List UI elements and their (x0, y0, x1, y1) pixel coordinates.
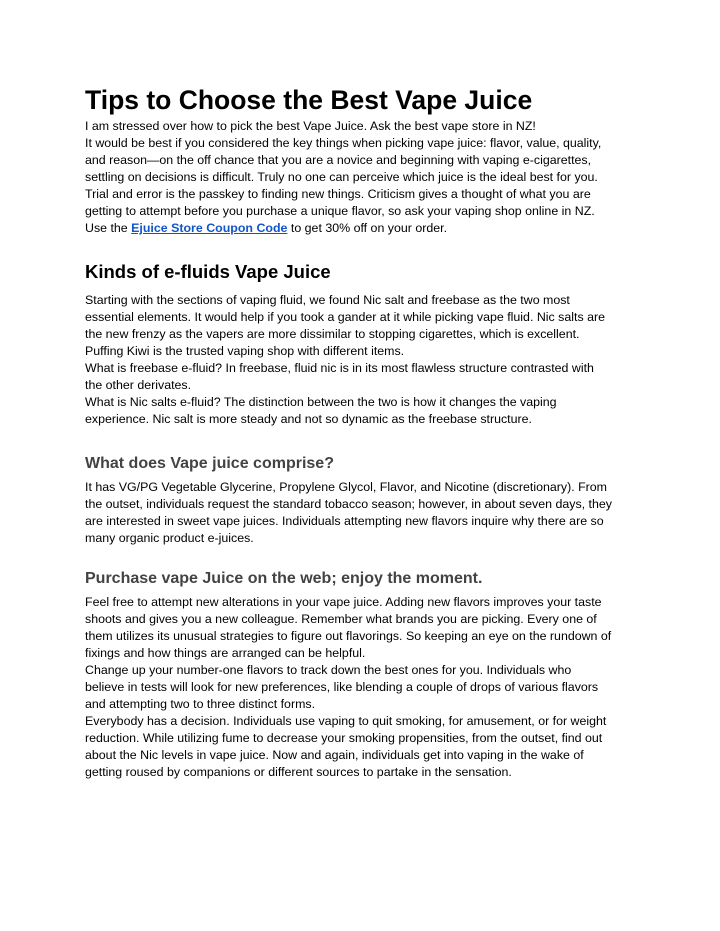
text-line: about the Nic levels in vape juice. Now and again, individuals get into vaping in the wake of (85, 748, 584, 762)
section-heading-purchase: Purchase vape Juice on the web; enjoy the moment. (85, 570, 483, 587)
section-heading-kinds: Kinds of e-fluids Vape Juice (85, 261, 331, 282)
text-line: Change up your number-one flavors to track down the best ones for you. Individuals who (85, 663, 572, 677)
text-line: fixings and how things are arranged can be helpful. (85, 646, 366, 660)
text-line: experience. Nic salt is more steady and not so dynamic as the freebase structure. (85, 412, 532, 426)
comprise-section (85, 453, 645, 547)
text-line: many organic product e-juices. (85, 531, 254, 545)
text-line-with-link (85, 220, 645, 237)
link-suffix-text: to get 30% off on your order. (287, 221, 448, 235)
text-line: I am stressed over how to pick the best Vape Juice. Ask the best vape store in NZ! (85, 119, 536, 133)
text-line: reduction. While utilizing fume to decrease your smoking propensities, from the outset, find out (85, 731, 603, 745)
text-line: shoots and gives you a new colleague. Remember what brands you are picking. Every one of (85, 612, 597, 626)
text-line: the other derivates. (85, 378, 192, 392)
text-line: them utilizes its unusual strategies to figure out flavorings. So keeping an eye on the rundown of (85, 629, 612, 643)
text-line: essential elements. It would help if you took a gander at it while picking vape fluid. Nic salts are (85, 310, 605, 324)
text-line: Feel free to attempt new alterations in your vape juice. Adding new flavors improves your taste (85, 595, 602, 609)
text-line: Everybody has a decision. Individuals use vaping to quit smoking, for amusement, or for weight (85, 714, 607, 728)
text-line: It would be best if you considered the key things when picking vape juice: flavor, value, quality, (85, 136, 602, 150)
comprise-paragraph (85, 479, 645, 547)
text-line: the new frenzy as the vapers are more dissimilar to stopping cigarettes, which is excellent. (85, 327, 580, 341)
kinds-section (85, 260, 645, 428)
text-line: Puffing Kiwi is the trusted vaping shop with different items. (85, 344, 405, 358)
kinds-paragraph (85, 292, 645, 428)
text-line: Starting with the sections of vaping fluid, we found Nic salt and freebase as the two most (85, 293, 570, 307)
link-prefix-text: Use the (85, 221, 132, 235)
text-line: the outset, individuals request the standard tobacco season; however, in about seven days, they (85, 497, 612, 511)
text-line: What is Nic salts e-fluid? The distinction between the two is how it changes the vaping (85, 395, 557, 409)
coupon-code-link[interactable]: Ejuice Store Coupon Code (131, 221, 288, 235)
text-line: Trial and error is the passkey to finding new things. Criticism gives a thought of what you are (85, 187, 591, 201)
text-line: getting roused by companions or different sources to partake in the sensation. (85, 765, 512, 779)
text-line: getting to attempt before you purchase a unique flavor, so ask your vaping shop online in NZ. (85, 204, 595, 218)
text-line: and reason—on the off chance that you are a novice and beginning with vaping e-cigarettes, (85, 153, 592, 167)
intro-paragraph (85, 118, 645, 237)
intro-section (85, 118, 645, 237)
text-line: and attempting two to three distinct forms. (85, 697, 316, 711)
text-line: believe in tests will look for new preferences, like blending a couple of drops of various flavors (85, 680, 599, 694)
purchase-section (85, 568, 645, 781)
purchase-paragraph (85, 594, 645, 781)
text-line: What is freebase e-fluid? In freebase, fluid nic is in its most flawless structure contrasted with (85, 361, 594, 375)
text-line: are interested in sweet vape juices. Individuals attempting new flavors inquire why there are so (85, 514, 604, 528)
text-line: It has VG/PG Vegetable Glycerine, Propylene Glycol, Flavor, and Nicotine (discretionary). From (85, 480, 608, 494)
section-heading-comprise: What does Vape juice comprise? (85, 455, 334, 472)
document-page (85, 84, 645, 781)
text-line: settling on decisions is difficult. Truly no one can perceive which juice is the ideal best for you. (85, 170, 598, 184)
page-title: Tips to Choose the Best Vape Juice (85, 85, 533, 115)
